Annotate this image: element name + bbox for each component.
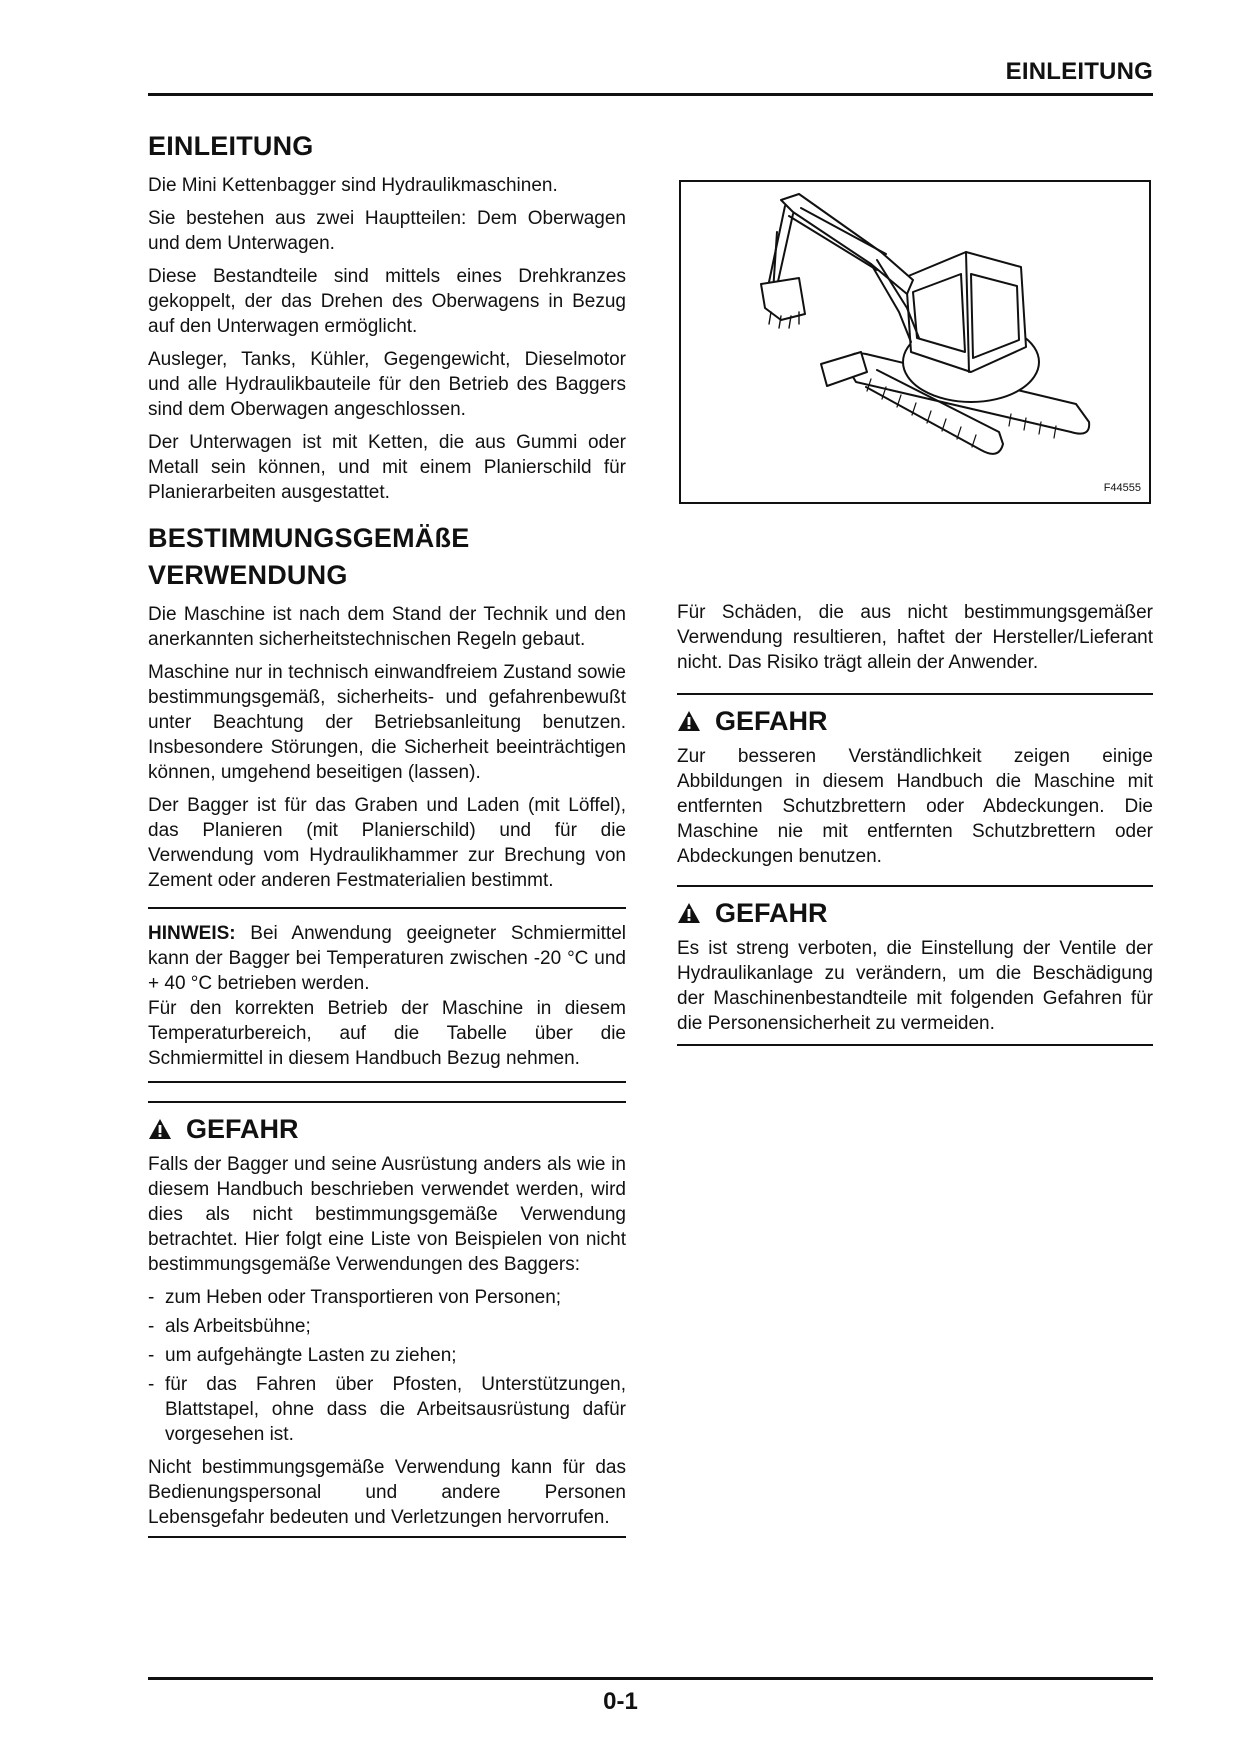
danger-title-text-left: GEFAHR bbox=[186, 1114, 299, 1144]
warning-triangle-icon bbox=[677, 710, 701, 732]
misuse-list bbox=[148, 1285, 626, 1447]
intro-paragraph-5: Der Unterwagen ist mit Ketten, die aus Gummi oder Metall sein können, und mit einem Planierschild für Planierarbeiten ausgestattet. bbox=[148, 432, 626, 503]
danger2-rule-top bbox=[677, 885, 1153, 887]
intro-paragraph-2: Sie bestehen aus zwei Hauptteilen: Dem Oberwagen und dem Unterwagen. bbox=[148, 208, 626, 254]
note-paragraph bbox=[148, 921, 626, 996]
liability-paragraph: Für Schäden, die aus nicht bestimmungsgemäßer Verwendung resultieren, haftet der Hersteller/Lieferant nicht. Das Risiko trägt allein der Anwender. bbox=[677, 602, 1153, 673]
danger-title-right-1 bbox=[677, 703, 1153, 739]
danger-title-left bbox=[148, 1111, 626, 1147]
danger1-rule-top bbox=[677, 693, 1153, 695]
intended-use-section bbox=[148, 520, 626, 1538]
intro-paragraph-4: Ausleger, Tanks, Kühler, Gegengewicht, Dieselmotor und alle Hydraulikbauteile für den Betrieb des Baggers sind dem Oberwagen angeschlossen. bbox=[148, 349, 626, 420]
header-rule bbox=[148, 93, 1153, 96]
note-rule-top bbox=[148, 907, 626, 909]
note-text: Bei Anwendung geeigneter Schmiermittel kann der Bagger bei Temperaturen zwischen -20 °C und + 40 °C betrieben werden. bbox=[148, 923, 626, 994]
danger2-text: Es ist streng verboten, die Einstellung der Ventile der Hydraulikanlage zu verändern, um die Beschädigung der Maschinenbestandteile mit folgenden Gefahren für die Personensicherheit zu vermeiden. bbox=[677, 938, 1153, 1034]
list-item: - um aufgehängte Lasten zu ziehen; bbox=[148, 1343, 626, 1368]
excavator-figure bbox=[679, 180, 1151, 504]
intro-paragraph-1: Die Mini Kettenbagger sind Hydraulikmaschinen. bbox=[148, 175, 558, 196]
list-item: - zum Heben oder Transportieren von Personen; bbox=[148, 1285, 626, 1310]
mini-excavator-illustration bbox=[681, 182, 1149, 502]
danger-intro: Falls der Bagger und seine Ausrüstung anders als wie in diesem Handbuch beschrieben verwendet werden, wird dies als nicht bestimmungsgemäße Verwendung betrachtet. Hier folgt eine Liste von Beispielen von nicht bestimmungsgemäße Verwendungen des Baggers: bbox=[148, 1154, 626, 1275]
danger-rule-bottom bbox=[148, 1536, 626, 1538]
page-number: 0-1 bbox=[603, 1688, 638, 1715]
intended-use-heading bbox=[148, 520, 626, 594]
use-paragraph-2: Maschine nur in technisch einwandfreiem Zustand sowie bestimmungsgemäß, sicherheits- und gefahrenbewußt unter Beachtung der Betriebsanleitung benutzen. Insbesondere Störungen, die Sicherheit beeinträchtigen können, umgehend beseitigen (lassen). bbox=[148, 662, 626, 783]
intended-use-heading-line1: BESTIMMUNGSGEMÄßE bbox=[148, 523, 470, 553]
note-paragraph-2: Für den korrekten Betrieb der Maschine in diesem Temperaturbereich, auf die Tabelle über die Schmiermittel in diesem Handbuch Bezug nehmen. bbox=[148, 998, 626, 1069]
danger-outro: Nicht bestimmungsgemäße Verwendung kann für das Bedienungspersonal und andere Personen Lebensgefahr bedeuten und Verletzungen hervorrufen. bbox=[148, 1457, 626, 1528]
intro-heading: EINLEITUNG bbox=[148, 131, 314, 161]
danger-rule-top bbox=[148, 1101, 626, 1103]
list-item: - für das Fahren über Pfosten, Unterstützungen, Blattstapel, ohne dass die Arbeitsausrüstung dafür vorgesehen ist. bbox=[148, 1372, 626, 1447]
footer-rule bbox=[148, 1677, 1153, 1680]
use-paragraph-1: Die Maschine ist nach dem Stand der Technik und den anerkannten sicherheitstechnischen Regeln gebaut. bbox=[148, 604, 626, 650]
warning-triangle-icon bbox=[677, 902, 701, 924]
figure-code: F44555 bbox=[1103, 482, 1141, 494]
note-rule-bottom bbox=[148, 1081, 626, 1083]
intro-section bbox=[148, 128, 626, 513]
note-label: HINWEIS: bbox=[148, 923, 236, 944]
list-item: - als Arbeitsbühne; bbox=[148, 1314, 626, 1339]
danger-title-right-2 bbox=[677, 895, 1153, 931]
right-column-text bbox=[677, 600, 1153, 1046]
danger2-rule-bottom bbox=[677, 1044, 1153, 1046]
use-paragraph-3: Der Bagger ist für das Graben und Laden (mit Löffel), das Planieren (mit Planierschild) und für die Verwendung vom Hydraulikhammer zur Brechung von Zement oder anderen Festmaterialien bestimmt. bbox=[148, 795, 626, 891]
danger2-title-text: GEFAHR bbox=[715, 898, 828, 928]
intro-paragraph-3: Diese Bestandteile sind mittels eines Drehkranzes gekoppelt, der das Drehen des Oberwagens in Bezug auf den Unterwagen ermöglicht. bbox=[148, 266, 626, 337]
running-header-title: EINLEITUNG bbox=[1005, 58, 1153, 85]
intended-use-heading-line2: VERWENDUNG bbox=[148, 560, 348, 590]
danger1-text: Zur besseren Verständlichkeit zeigen einige Abbildungen in diesem Handbuch die Maschine mit entfernten Schutzbrettern oder Abdeckungen. Die Maschine nie mit entfernten Schutzbrettern oder Abdeckungen benutzen. bbox=[677, 746, 1153, 867]
danger1-title-text: GEFAHR bbox=[715, 706, 828, 736]
warning-triangle-icon bbox=[148, 1118, 172, 1140]
